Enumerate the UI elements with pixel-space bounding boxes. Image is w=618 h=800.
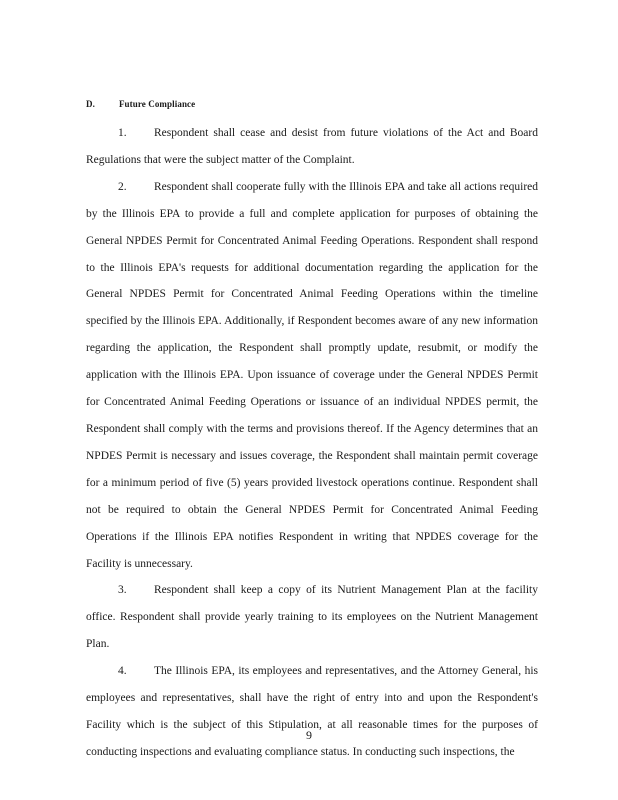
paragraph-2	[86, 174, 538, 578]
paragraph-number: 1.	[118, 127, 127, 139]
paragraph-4	[86, 658, 538, 766]
paragraph-number: 4.	[118, 665, 127, 678]
paragraph-1	[86, 120, 538, 174]
paragraph-text: Respondent shall keep a copy of its Nutrient Management Plan at the facility office. Respondent shall provide yearly training to its employees on the Nutrient Management Plan.	[86, 584, 538, 651]
paragraph-number: 3.	[118, 584, 127, 597]
paragraph-text: The Illinois EPA, its employees and representatives, and the Attorney General, his employees and representatives, shall have the right of entry into and upon the Respondent's Facility which is the subject of this Stipulation, at all reasonable times for the purposes of conducting inspections and evaluating compliance status. In conducting such inspections, the	[86, 665, 538, 758]
section-title: Future Compliance	[118, 99, 196, 109]
document-body	[86, 120, 538, 766]
paragraph-3	[86, 577, 538, 658]
paragraph-text: Respondent shall cooperate fully with the Illinois EPA and take all actions required by the Illinois EPA to provide a full and complete application for purposes of obtaining the General NPDES Permit for Concentrated Animal Feeding Operations. Respondent shall respond to the Illinois EPA's requests for additional documentation regarding the application for the General NPDES Permit for Concentrated Animal Feeding Operations within the timeline specified by the Illinois EPA. Additionally, if Respondent becomes aware of any new information regarding the application, the Respondent shall promptly update, resubmit, or modify the application with the Illinois EPA. Upon issuance of coverage under the General NPDES Permit for Concentrated Animal Feeding Operations or issuance of an individual NPDES permit, the Respondent shall comply with the terms and provisions thereof. If the Agency determines that an NPDES Permit is necessary and issues coverage, the Respondent shall maintain permit coverage for a minimum period of five (5) years provided livestock operations continue. Respondent shall not be required to obtain the General NPDES Permit for Concentrated Animal Feeding Operations if the Illinois EPA notifies Respondent in writing that NPDES coverage for the Facility is unnecessary.	[86, 180, 538, 570]
section-letter: D.	[86, 99, 95, 109]
paragraph-number: 2.	[118, 180, 127, 193]
paragraph-text: Respondent shall cease and desist from future violations of the Act and Board Regulations that were the subject matter of the Complaint.	[86, 127, 538, 166]
section-heading	[86, 99, 195, 109]
page-number: 9	[306, 728, 312, 742]
